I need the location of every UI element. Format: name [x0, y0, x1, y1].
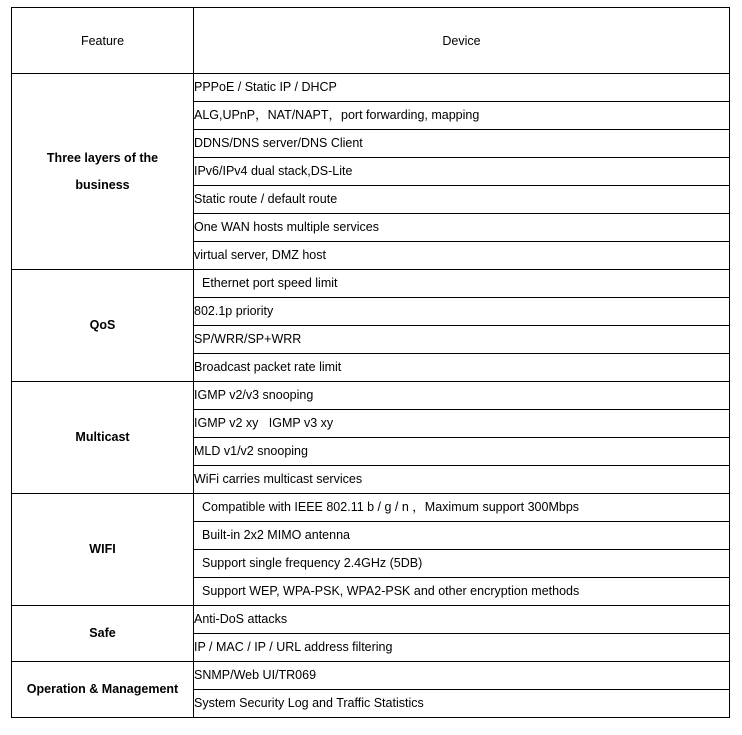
- header-row: [12, 8, 730, 74]
- table-cell: ALG,UPnP，NAT/NAPT，port forwarding, mapping: [194, 102, 730, 130]
- table-cell: Anti-DoS attacks: [194, 606, 730, 634]
- table-row: [12, 606, 730, 634]
- table-row: [12, 270, 730, 298]
- table-cell: virtual server, DMZ host: [194, 242, 730, 270]
- table-cell: Ethernet port speed limit: [194, 270, 730, 298]
- table-cell: IGMP v2/v3 snooping: [194, 382, 730, 410]
- table-cell: IGMP v2 xy IGMP v3 xy: [194, 410, 730, 438]
- device-header: Device: [194, 8, 730, 74]
- table-cell: MLD v1/v2 snooping: [194, 438, 730, 466]
- category-safe: Safe: [12, 606, 194, 662]
- table-cell: Support WEP, WPA-PSK, WPA2-PSK and other encryption methods: [194, 578, 730, 606]
- table-cell: IP / MAC / IP / URL address filtering: [194, 634, 730, 662]
- table-cell: Static route / default route: [194, 186, 730, 214]
- table-cell: Built-in 2x2 MIMO antenna: [194, 522, 730, 550]
- table-cell: One WAN hosts multiple services: [194, 214, 730, 242]
- table-cell: DDNS/DNS server/DNS Client: [194, 130, 730, 158]
- category-operation-management: Operation & Management: [12, 662, 194, 718]
- table-cell: WiFi carries multicast services: [194, 466, 730, 494]
- table-row: [12, 74, 730, 102]
- table-row: [12, 662, 730, 690]
- category-wifi: WIFI: [12, 494, 194, 606]
- category-multicast: Multicast: [12, 382, 194, 494]
- category-qos: QoS: [12, 270, 194, 382]
- table-cell: System Security Log and Traffic Statistics: [194, 690, 730, 718]
- table-cell: 802.1p priority: [194, 298, 730, 326]
- table-row: [12, 494, 730, 522]
- table-cell: SP/WRR/SP+WRR: [194, 326, 730, 354]
- category-three-layers: Three layers of the business: [12, 74, 194, 270]
- table-cell: Support single frequency 2.4GHz (5DB): [194, 550, 730, 578]
- table-cell: Broadcast packet rate limit: [194, 354, 730, 382]
- table-cell: IPv6/IPv4 dual stack,DS-Lite: [194, 158, 730, 186]
- table-cell: PPPoE / Static IP / DHCP: [194, 74, 730, 102]
- table-cell: SNMP/Web UI/TR069: [194, 662, 730, 690]
- table-row: [12, 382, 730, 410]
- feature-header: Feature: [12, 8, 194, 74]
- feature-table: [11, 7, 730, 718]
- table-cell: Compatible with IEEE 802.11 b / g / n ，Maximum support 300Mbps: [194, 494, 730, 522]
